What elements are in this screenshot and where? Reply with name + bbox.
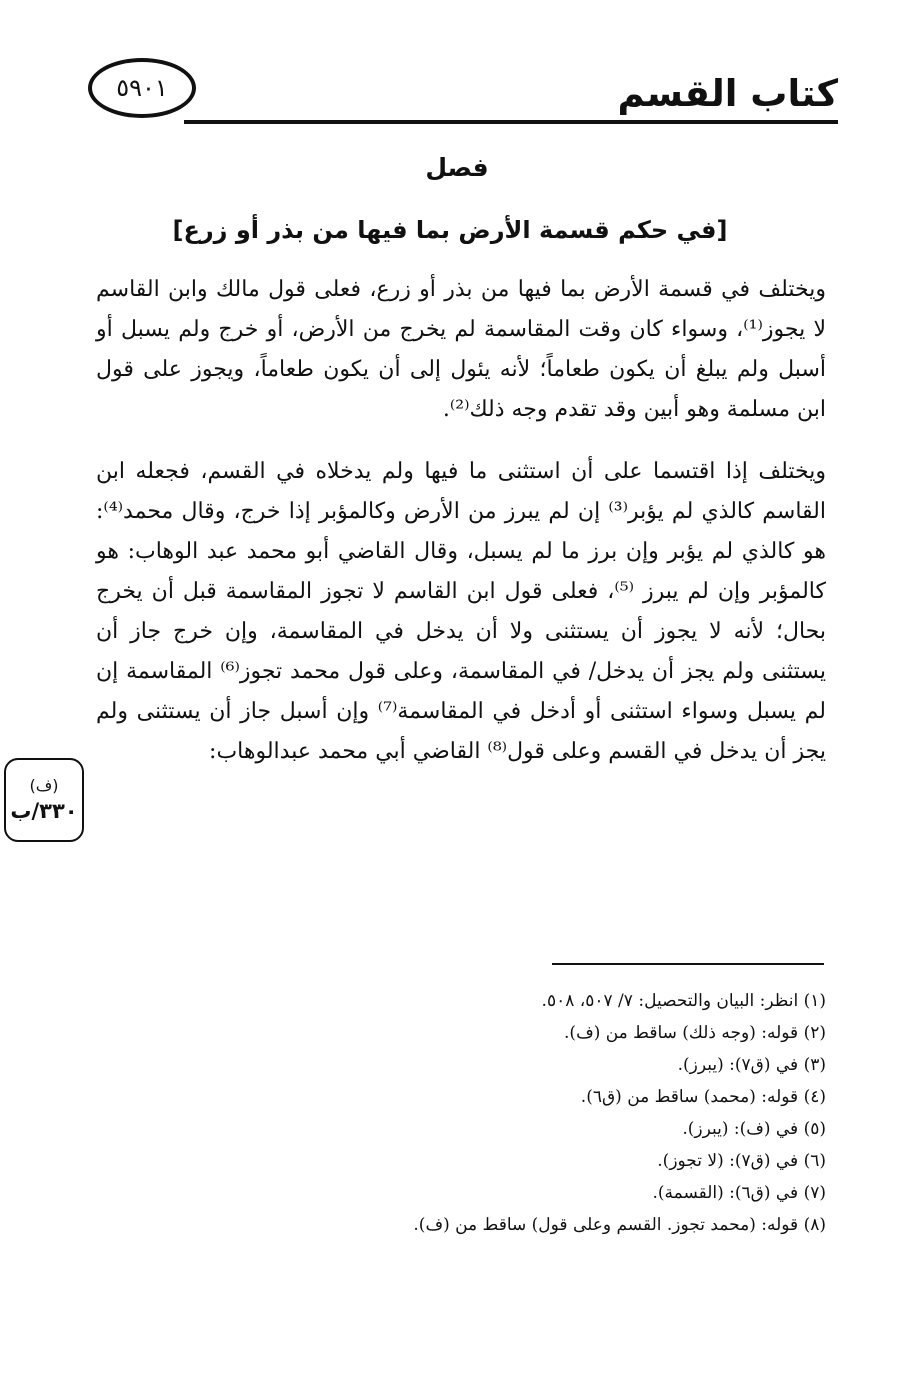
footnote: (٢) قوله: (وجه ذلك) ساقط من (ف). bbox=[564, 1023, 826, 1043]
footnote: (١) انظر: البيان والتحصيل: ٧/ ٥٠٧، ٥٠٨. bbox=[541, 991, 826, 1011]
footnote: (٦) في (ق٧): (لا تجوز). bbox=[657, 1151, 826, 1171]
body-paragraph: ويختلف إذا اقتسما على أن استثنى ما فيها ولم يدخلاه في القسم، فجعله ابن القاسم كالذي لم يؤبر⁽³⁾ إن لم يبرز من الأرض وكالمؤبر إذا خرج، وقال محمد⁽⁴⁾: هو كالذي لم يؤبر وإن برز ما لم يسبل، وقال القاضي أبو محمد عبد الوهاب: هو كالمؤبر وإن لم يبرز ⁽⁵⁾، فعلى قول ابن القاسم لا تجوز المقاسمة قبل أن يخرج بحال؛ لأنه لا يجوز أن يستثنى ولا أن يدخل في المقاسمة، وإن خرج جاز أن يستثنى ولم يجز أن يدخل/ في المقاسمة، وعلى قول محمد تجوز⁽⁶⁾ المقاسمة إن لم يسبل وسواء استثنى أو أدخل في المقاسمة⁽⁷⁾ وإن أسبل جاز أن يستثنى ولم يجز أن يدخل في القسم وعلى قول⁽⁸⁾ القاضي أبي محمد عبدالوهاب: bbox=[96, 459, 827, 764]
footnote: (٤) قوله: (محمد) ساقط من (ق٦). bbox=[580, 1087, 826, 1107]
footnote-separator bbox=[552, 963, 824, 965]
footnote: (٧) في (ق٦): (القسمة). bbox=[652, 1183, 826, 1203]
running-header bbox=[88, 58, 838, 130]
section-title: فصل bbox=[425, 153, 489, 182]
page-number-oval bbox=[88, 58, 196, 118]
body-paragraph: ويختلف في قسمة الأرض بما فيها من بذر أو زرع، فعلى قول مالك وابن القاسم لا يجوز⁽¹⁾، وسواء كان وقت المقاسمة لم يخرج من الأرض، أو خرج ولم يسبل أو أسبل ولم يبلغ أن يكون طعاماً؛ لأنه يئول إلى أن يكون طعاماً، ويجوز على قول ابن مسلمة وهو أبين وقد تقدم وجه ذلك⁽²⁾. bbox=[96, 277, 826, 422]
footnote: (٥) في (ف): (يبرز). bbox=[682, 1119, 826, 1139]
margin-note-manuscript: (ف) bbox=[29, 776, 59, 795]
footnote: (٣) في (ق٧): (يبرز). bbox=[677, 1055, 826, 1075]
body-text bbox=[96, 270, 826, 772]
section-subtitle: [في حكم قسمة الأرض بما فيها من بذر أو زرع] bbox=[172, 216, 728, 244]
margin-note-folio: ٣٣٠/ب bbox=[10, 799, 78, 823]
header-rule bbox=[184, 120, 838, 124]
footnotes bbox=[96, 990, 826, 1246]
book-title: كتاب القسم bbox=[617, 72, 838, 115]
page-number: ٥٩٠١ bbox=[116, 74, 168, 102]
footnote: (٨) قوله: (محمد تجوز. القسم وعلى قول) ساقط من (ف). bbox=[413, 1215, 826, 1235]
margin-manuscript-reference bbox=[4, 758, 84, 842]
